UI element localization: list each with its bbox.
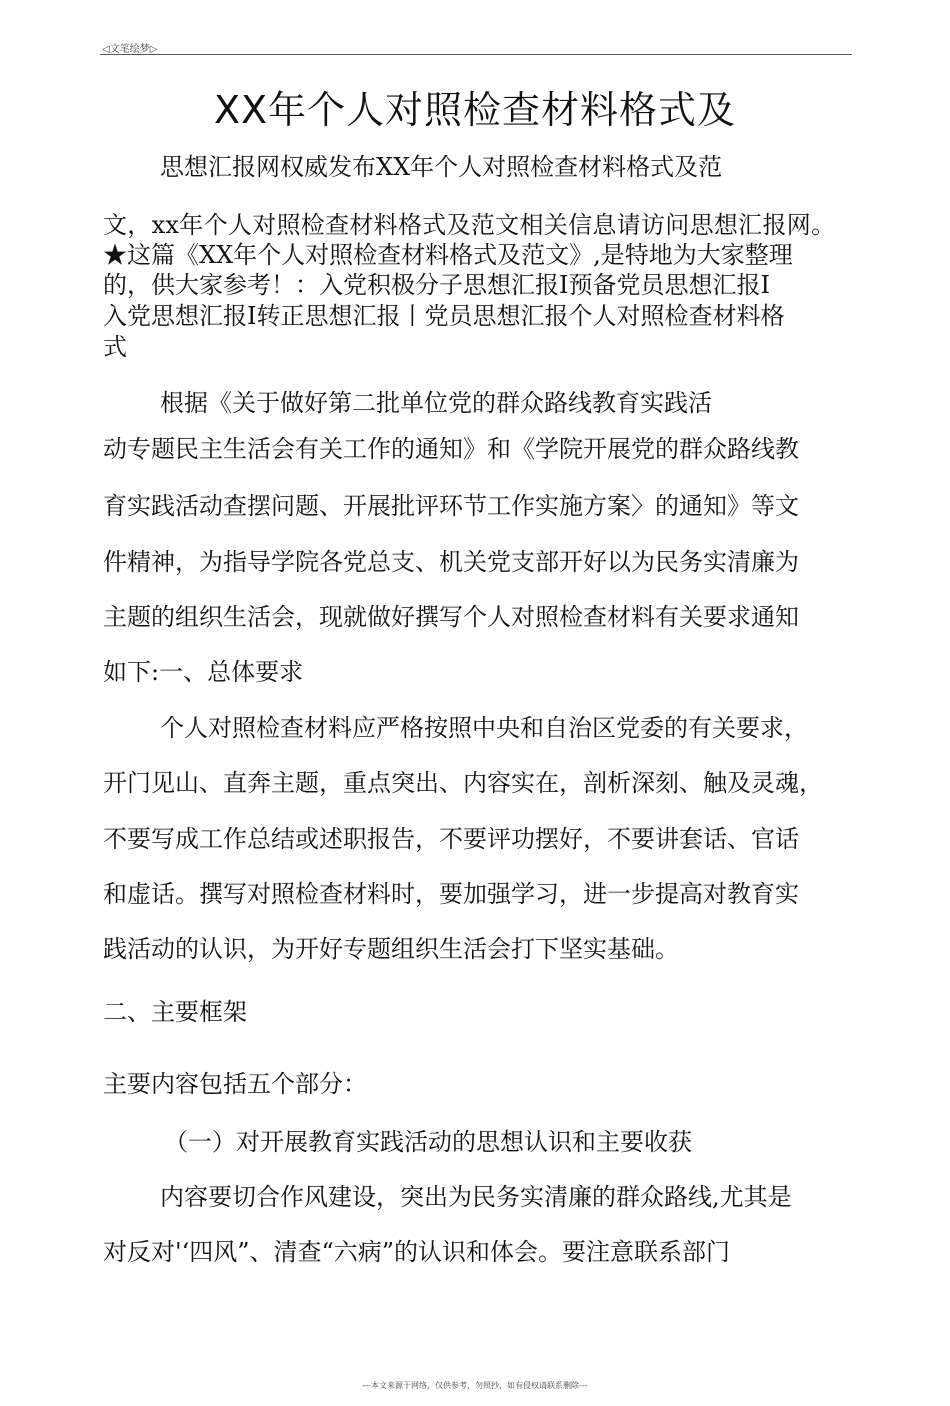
- paragraph-line: 如下:一、总体要求: [103, 658, 304, 686]
- paragraph-line: 不要写成工作总结或述职报告，不要评功摆好，不要讲套话、官话: [103, 825, 799, 853]
- subsection-heading: （一）对开展教育实践活动的思想认识和主要收获: [164, 1128, 692, 1156]
- header-label: ◁文笔绘梦▷: [102, 44, 158, 55]
- paragraph-line: 育实践活动查摆问题、开展批评环节工作实施方案〉的通知》等文: [103, 492, 799, 520]
- intro-line: 的，供大家参考！：入党积极分子思想汇报I预备党员思想汇报I: [103, 271, 770, 299]
- page-footer: ---本文来源于网络，仅供参考，勿照抄，如有侵权请联系删除---: [362, 1381, 588, 1390]
- paragraph-line: 主题的组织生活会，现就做好撰写个人对照检查材料有关要求通知: [103, 603, 799, 631]
- paragraph-line: 件精神，为指导学院各党总支、机关党支部开好以为民务实清廉为: [103, 548, 799, 576]
- paragraph-line: 个人对照检查材料应严格按照中央和自治区党委的有关要求，: [160, 714, 808, 742]
- intro-line: 文，xx年个人对照检查材料格式及范文相关信息请访问思想汇报网。: [103, 211, 836, 239]
- intro-line: ★这篇《XX年个人对照检查材料格式及范文》,是特地为大家整理: [103, 241, 793, 269]
- paragraph-line: 内容要切合作风建设，突出为民务实清廉的群众路线,尤其是: [160, 1183, 792, 1211]
- paragraph-line: 动专题民主生活会有关工作的通知》和《学院开展党的群众路线教: [103, 435, 799, 463]
- paragraph-line: 开门见山、直奔主题，重点突出、内容实在，剖析深刻、触及灵魂，: [103, 769, 823, 797]
- intro-line: 思想汇报网权威发布XX年个人对照检查材料格式及范: [160, 153, 723, 181]
- section-intro: 主要内容包括五个部分：: [103, 1070, 367, 1098]
- section-heading: 二、主要框架: [103, 998, 247, 1026]
- document-title: XX年个人对照检查材料格式及: [213, 88, 737, 132]
- header-divider: [100, 54, 852, 55]
- paragraph-line: 根据《关于做好第二批单位党的群众路线教育实践活: [160, 389, 712, 417]
- intro-line: 式: [103, 333, 127, 361]
- paragraph-line: 对反对'‘四风”、清查“六病”的认识和体会。要注意联系部门: [103, 1238, 731, 1266]
- paragraph-line: 践活动的认识，为开好专题组织生活会打下坚实基础。: [103, 935, 679, 963]
- paragraph-line: 和虚话。撰写对照检查材料时，要加强学习，进一步提高对教育实: [103, 880, 799, 908]
- intro-line: 入党思想汇报I转正思想汇报丨党员思想汇报个人对照检查材料格: [103, 302, 785, 330]
